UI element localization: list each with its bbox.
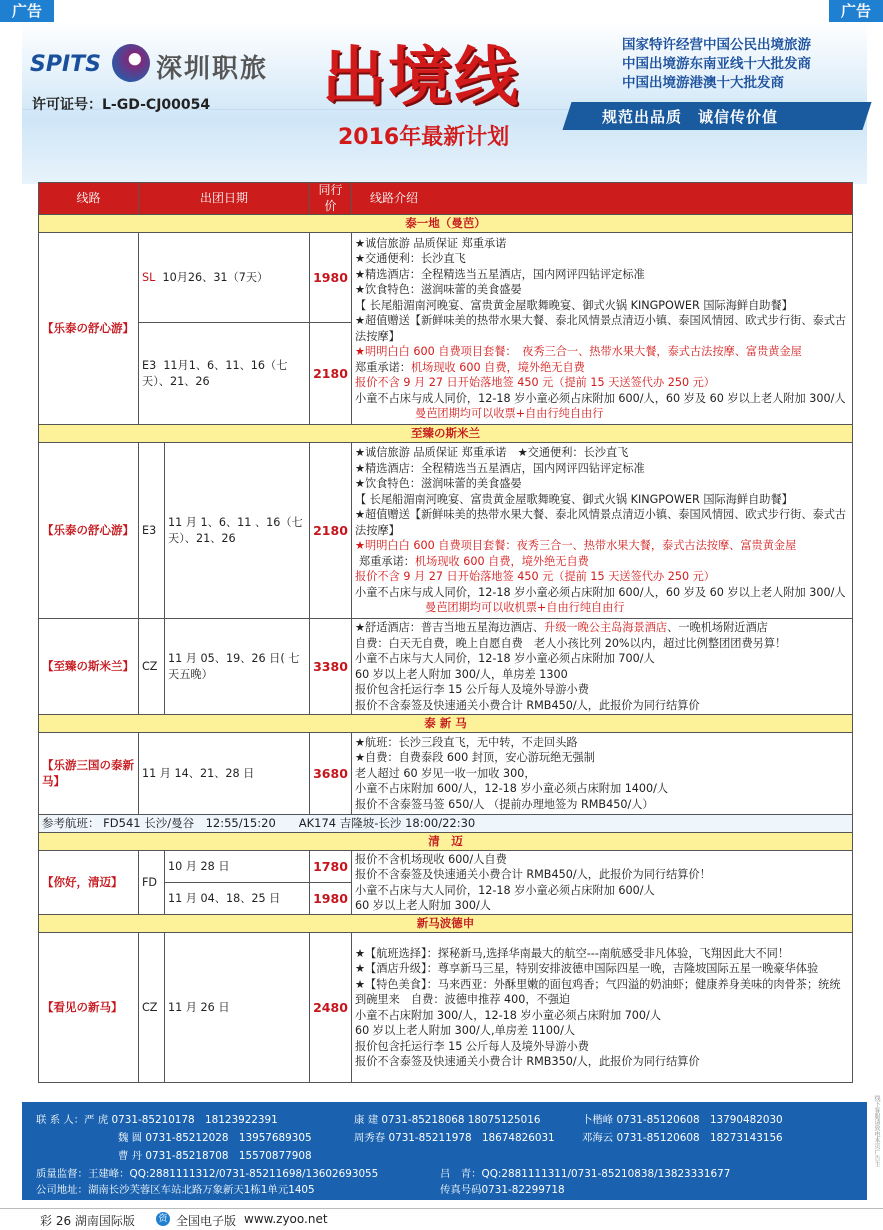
route-description: [352, 733, 853, 815]
desc-line: 60 岁以上老人附加 300/人，单房差 1300: [355, 667, 568, 681]
quality-entry: 质量监督：王建峰：QQ:2881111312/0731-85211698/13602693055: [36, 1168, 379, 1180]
section-title: 清 迈: [39, 833, 853, 851]
desc-highlight: 机场现收 600 自费，境外绝无自费: [414, 554, 589, 568]
desc-line: 曼芭团期均可以收机票+自由行纯自由行: [425, 601, 625, 615]
fax-number: 传真号码0731-82299718: [440, 1184, 565, 1196]
brand-title: 出境线: [322, 40, 520, 115]
qualification-item: 国家特许经营中国公民出境旅游: [622, 37, 811, 53]
desc-line: 报价不含 9 月 27 日开始落地签 450 元（提前 15 天送签代办 250 元）: [355, 376, 715, 389]
route-name: 【你好，清迈】: [39, 851, 139, 915]
section-title: 泰 新 马: [39, 715, 853, 733]
desc-line: [355, 554, 849, 570]
col-header-desc: 线路介绍: [352, 183, 853, 215]
desc-text: 、一晚机场附近酒店: [667, 621, 768, 634]
route-name: 【乐泰の舒心游】: [39, 443, 139, 619]
zyoo-icon: 资: [156, 1212, 170, 1226]
advertisement-page: [22, 22, 867, 1200]
airline-code: E3: [139, 443, 165, 619]
contact-entry: 曹 丹 0731-85218708 15570877908: [118, 1150, 312, 1162]
contact-entry: 卜楷峰 0731-85120608 13790482030: [582, 1114, 783, 1126]
desc-line: ★诚信旅游 品质保证 郑重承诺 ★交通便利：长沙直飞: [355, 446, 629, 460]
side-note: 线下客服请致电本页广告主: [873, 1095, 880, 1167]
table-row: [39, 933, 853, 1083]
logo-latin: SPITS: [30, 52, 102, 77]
section-row: [39, 833, 853, 851]
quality-entry: 吕 青：QQ:2881111311/0731-85210838/13823331677: [440, 1168, 731, 1180]
departure-date: [139, 233, 310, 323]
contact-entry: 周秀春 0731-85211978 18674826031: [354, 1132, 555, 1144]
departure-date: 11 月 26 日: [165, 933, 310, 1083]
contact-entry: 邓海云 0731-85120608 18273143156: [582, 1132, 783, 1144]
desc-highlight: 机场现收 600 自费，境外绝无自费: [410, 360, 585, 374]
contact-row: [36, 1112, 278, 1128]
airline-code: CZ: [139, 619, 165, 715]
col-header-route: 线路: [39, 183, 139, 215]
contact-row: [354, 1130, 555, 1146]
desc-line: ★航班：长沙三段直飞，无中转，不走回头路: [355, 735, 578, 749]
section-row: [39, 215, 853, 233]
table-row: [39, 733, 853, 815]
quality-row: [36, 1166, 378, 1182]
company-address: 公司地址：湖南长沙芙蓉区车站北路万象新天1栋1单元1405: [36, 1184, 315, 1196]
route-description: [352, 619, 853, 715]
table-row: [39, 619, 853, 715]
site-label: 全国电子版: [176, 1214, 237, 1228]
desc-line: 报价不含 9 月 27 日开始落地签 450 元（提前 15 天送签代办 250 元）: [355, 570, 715, 584]
departure-date: 11 月 04、18、25 日: [165, 883, 310, 915]
section-title: 新马波德申: [39, 915, 853, 933]
desc-line: 小童不占床与成人同价，12-18 岁小童必须占床附加 600/人，60 岁及 60 岁以上老人附加 300/人: [355, 391, 846, 405]
desc-line: ★饮食特色：滋润味蕾的美食盛晏: [355, 283, 522, 296]
desc-highlight: 升级一晚公主岛海景酒店: [544, 621, 668, 634]
price: 3680: [310, 733, 352, 815]
price: 3380: [310, 619, 352, 715]
logo-icon: [112, 44, 150, 82]
table-header-row: [39, 183, 853, 215]
desc-line: 小童不占床与成人同价，12-18 岁小童必须占床附加 600/人，60 岁及 60 岁以上老人附加 300/人: [355, 585, 846, 599]
page-number: 彩 26 湖南国际版: [40, 1214, 135, 1228]
price: 1980: [310, 883, 352, 915]
route-description: [352, 933, 853, 1083]
desc-line: 小童不占床与大人同价，12-18 岁小童必须占床附加 600/人: [355, 883, 655, 897]
contact-row: [354, 1112, 541, 1128]
qualification-item: 中国出境游港澳十大批发商: [622, 75, 784, 91]
airline-code: FD: [139, 851, 165, 915]
desc-line: ★超值赠送【新鲜味美的热带水果大餐、泰北风情景点清迈小镇、泰国风情园、欧式步行街、泰式古法按摩】: [355, 508, 847, 537]
date-text: 10月26、31（7天）: [162, 270, 269, 284]
date-text: 11月1、6、11、16（七天）、21、26: [142, 359, 288, 388]
contact-row: [582, 1112, 783, 1128]
contact-entry: 康 建 0731-85218068 18075125016: [354, 1114, 541, 1126]
price: 2180: [310, 443, 352, 619]
section-row: [39, 715, 853, 733]
table-row: [39, 443, 853, 619]
site-url[interactable]: www.zyoo.net: [244, 1212, 328, 1226]
price: 1980: [310, 233, 352, 323]
airline-code: E3: [142, 359, 157, 372]
departure-date: [139, 323, 310, 425]
price: 2180: [310, 323, 352, 425]
contact-footer: [22, 1102, 867, 1200]
route-name: 【至臻の斯米兰】: [39, 619, 139, 715]
airline-code: SL: [142, 270, 156, 284]
route-description: [352, 443, 853, 619]
page-footer: [0, 1208, 883, 1230]
contact-row: [582, 1130, 783, 1146]
desc-text: 郑重承诺：: [359, 554, 415, 568]
desc-text: 郑重承诺：: [355, 360, 411, 374]
contact-row: [118, 1130, 312, 1146]
desc-line: ★饮食特色：滋润味蕾的美食盛晏: [355, 477, 522, 491]
col-header-date: 出团日期: [139, 183, 310, 215]
desc-line: 报价包含托运行李 15 公斤每人及境外导游小费: [355, 1039, 589, 1053]
reference-flight-row: [39, 815, 853, 833]
address-row: [36, 1182, 315, 1198]
ad-label-right: 广告: [829, 0, 883, 22]
desc-line: ★交通便利：长沙直飞: [355, 252, 466, 265]
desc-line: 报价不含泰签马签 650/人 （提前办理地签为 RMB450/人）: [355, 797, 654, 811]
section-row: [39, 915, 853, 933]
desc-line: ★精选酒店：全程精选当五星酒店，国内网评四钻评定标准: [355, 267, 645, 281]
price: 2480: [310, 933, 352, 1083]
desc-line: 自费：白天无自费，晚上自愿自费 老人小孩比列 20%以内，超过比例整团团费另算！: [355, 636, 787, 650]
departure-date: 11 月 05、19、26 日( 七天五晚）: [165, 619, 310, 715]
license-number: 许可证号：L-GD-CJ00054: [32, 97, 211, 113]
logo-name: 深圳职旅: [156, 54, 269, 84]
desc-line: ★明明白白 600 自费项目套餐： 夜秀三合一、热带水果大餐，泰式古法按摩、富贵黄金屋: [355, 345, 802, 358]
desc-text: ★舒适酒店：普吉当地五星海边酒店、: [355, 621, 545, 634]
desc-line: 小童不占床附加 600/人，12-18 岁小童必须占床附加 1400/人: [355, 782, 669, 796]
contact-row: [118, 1148, 312, 1164]
desc-line: 报价不含机场现收 600/人自费: [355, 852, 507, 866]
section-row: [39, 425, 853, 443]
slogan: 规范出品质 诚信传价值: [602, 108, 779, 126]
desc-line: 报价包含托运行李 15 公斤每人及境外导游小费: [355, 683, 589, 696]
route-name: 【乐游三国の泰新马】: [39, 733, 139, 815]
desc-line: ★【航班选择】：探秘新马,选择华南最大的航空---南航感受非凡体验，飞翔因此大不同！: [355, 946, 790, 960]
desc-line: [355, 620, 849, 636]
desc-line: ★明明白白 600 自费项目套餐：夜秀三合一、热带水果大餐，泰式古法按摩、富贵黄金屋: [355, 539, 797, 553]
desc-line: ★自费：自费泰段 600 封顶，安心游玩绝无强制: [355, 751, 595, 765]
plan-title: 2016年最新计划: [338, 125, 510, 150]
desc-line: ★【酒店升级】：尊享新马三星，特别安排波德申国际四星一晚，吉隆坡国际五星一晚豪华体验: [355, 962, 819, 975]
desc-line: 【 长尾船湄南河晚宴、富贵黄金屋歌舞晚宴、御式火锅 KINGPOWER 国际海鲜自助餐】: [355, 492, 793, 506]
desc-line: 老人超过 60 岁见一收一加收 300，: [355, 766, 536, 780]
desc-line: 报价不含泰签及快速通关小费合计 RMB450/人，此报价为同行结算价: [355, 698, 700, 712]
header: [22, 22, 867, 184]
desc-line: ★诚信旅游 品质保证 郑重承诺: [355, 236, 507, 250]
departure-date: 11 月 1、6、11 、16（七天）、21、26: [165, 443, 310, 619]
desc-line: [355, 360, 849, 376]
departure-date: 11 月 14、21、28 日: [139, 733, 310, 815]
route-name: 【看见の新马】: [39, 933, 139, 1083]
departure-date: 10 月 28 日: [165, 851, 310, 883]
price: 1780: [310, 851, 352, 883]
col-header-price: 同行价: [310, 183, 352, 215]
desc-line: 小童不占床附加 300/人，12-18 岁小童必须占床附加 700/人: [355, 1008, 662, 1022]
section-title: 泰一地（曼芭）: [39, 215, 853, 233]
fax-row: [440, 1182, 565, 1198]
desc-line: 60 岁以上老人附加 300/人: [355, 899, 491, 912]
quality-row: [440, 1166, 730, 1182]
desc-line: ★超值赠送【新鲜味美的热带水果大餐、泰北风情景点清迈小镇、泰国风情园、欧式步行街、泰式古法按摩】: [355, 314, 847, 343]
reference-flight: 参考航班： FD541 长沙/曼谷 12:55/15:20 AK174 吉隆坡-长沙 18:00/22:30: [39, 815, 853, 833]
table-row: [39, 851, 853, 883]
route-table: [38, 182, 853, 1083]
desc-line: ★精选酒店：全程精选当五星酒店，国内网评四钻评定标准: [355, 461, 645, 475]
desc-line: 【 长尾船湄南河晚宴、富贵黄金屋歌舞晚宴、御式火锅 KINGPOWER 国际海鲜自助餐】: [355, 298, 793, 312]
desc-line: 曼芭团期均可以收票+自由行纯自由行: [415, 407, 604, 420]
desc-line: 报价不含泰签及快速通关小费合计 RMB450/人，此报价为同行结算价！: [355, 868, 711, 881]
desc-line: ★【特色美食】：马来西亚：外酥里嫩的面包鸡香；气四溢的奶油虾；健康养身美味的肉骨茶；统统到碗里来 自费：波德申推荐 400，不强迫: [355, 977, 841, 1006]
airline-code: CZ: [139, 933, 165, 1083]
route-description: [352, 851, 853, 915]
contact-entry: 魏 圆 0731-85212028 13957689305: [118, 1132, 312, 1144]
route-name: 【乐泰の舒心游】: [39, 233, 139, 425]
ad-label-left: 广告: [0, 0, 54, 22]
table-row: [39, 233, 853, 323]
qualifications: [622, 36, 811, 93]
route-description: [352, 233, 853, 425]
contact-entry: 联 系 人：严 虎 0731-85210178 18123922391: [36, 1114, 278, 1126]
desc-line: 小童不占床与大人同价，12-18 岁小童必须占床附加 700/人: [355, 652, 655, 665]
desc-line: 报价不含泰签及快速通关小费合计 RMB350/人，此报价为同行结算价: [355, 1055, 700, 1068]
desc-line: 60 岁以上老人附加 300/人,单房差 1100/人: [355, 1024, 576, 1037]
qualification-item: 中国出境游东南亚线十大批发商: [622, 56, 811, 72]
section-title: 至臻の斯米兰: [39, 425, 853, 443]
